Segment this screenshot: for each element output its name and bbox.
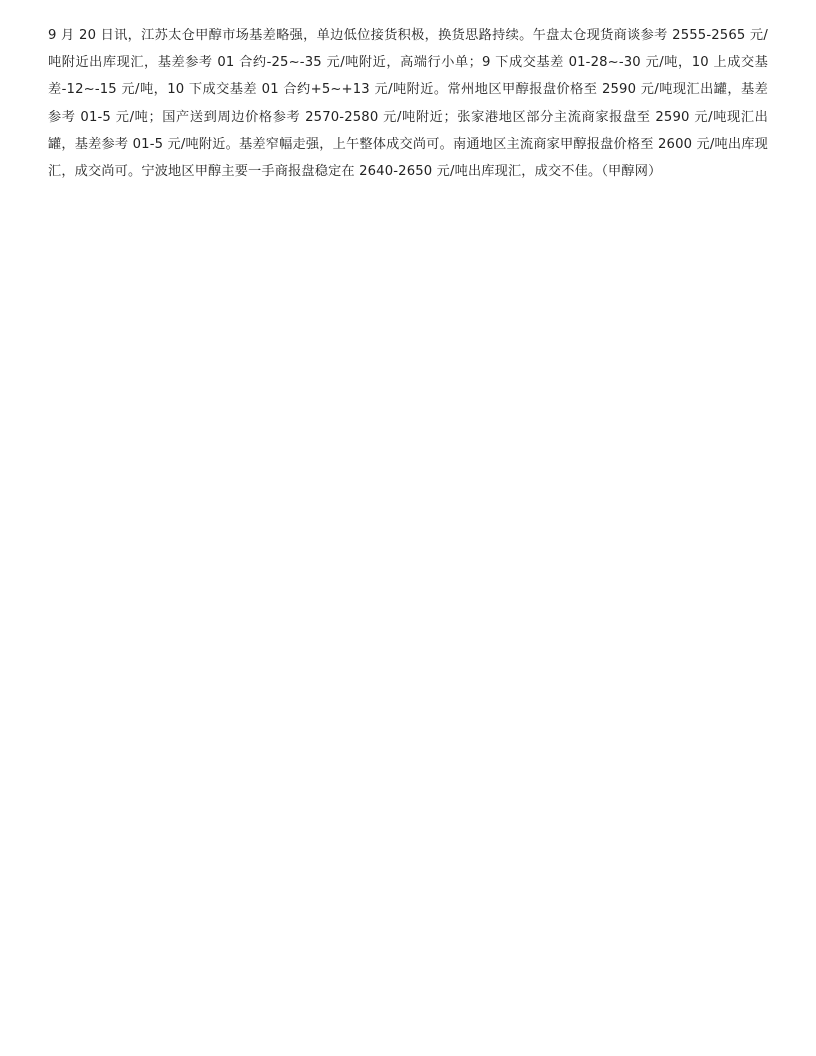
news-paragraph: 9 月 20 日讯，江苏太仓甲醇市场基差略强，单边低位接货积极，换货思路持续。午盘太仓现货商谈参考 2555-2565 元/吨附近出库现汇，基差参考 01 合约-25~-35 元/吨附近，高端行小单；9 下成交基差 01-28~-30 元/吨，10 上成交基差-12~-15 元/吨，10 下成交基差 01 合约+5~+13 元/吨附近。常州地区甲醇报盘价格至 2590 元/吨现汇出罐，基差参考 01-5 元/吨；国产送到周边价格参考 2570-2580 元/吨附近；张家港地区部分主流商家报盘至 2590 元/吨现汇出罐，基差参考 01-5 元/吨附近。基差窄幅走强，上午整体成交尚可。南通地区主流商家甲醇报盘价格至 2600 元/吨出库现汇，成交尚可。宁波地区甲醇主要一手商报盘稳定在 2640-2650 元/吨出库现汇，成交不佳。（甲醇网） (48, 28, 768, 180)
document-body (48, 22, 768, 185)
